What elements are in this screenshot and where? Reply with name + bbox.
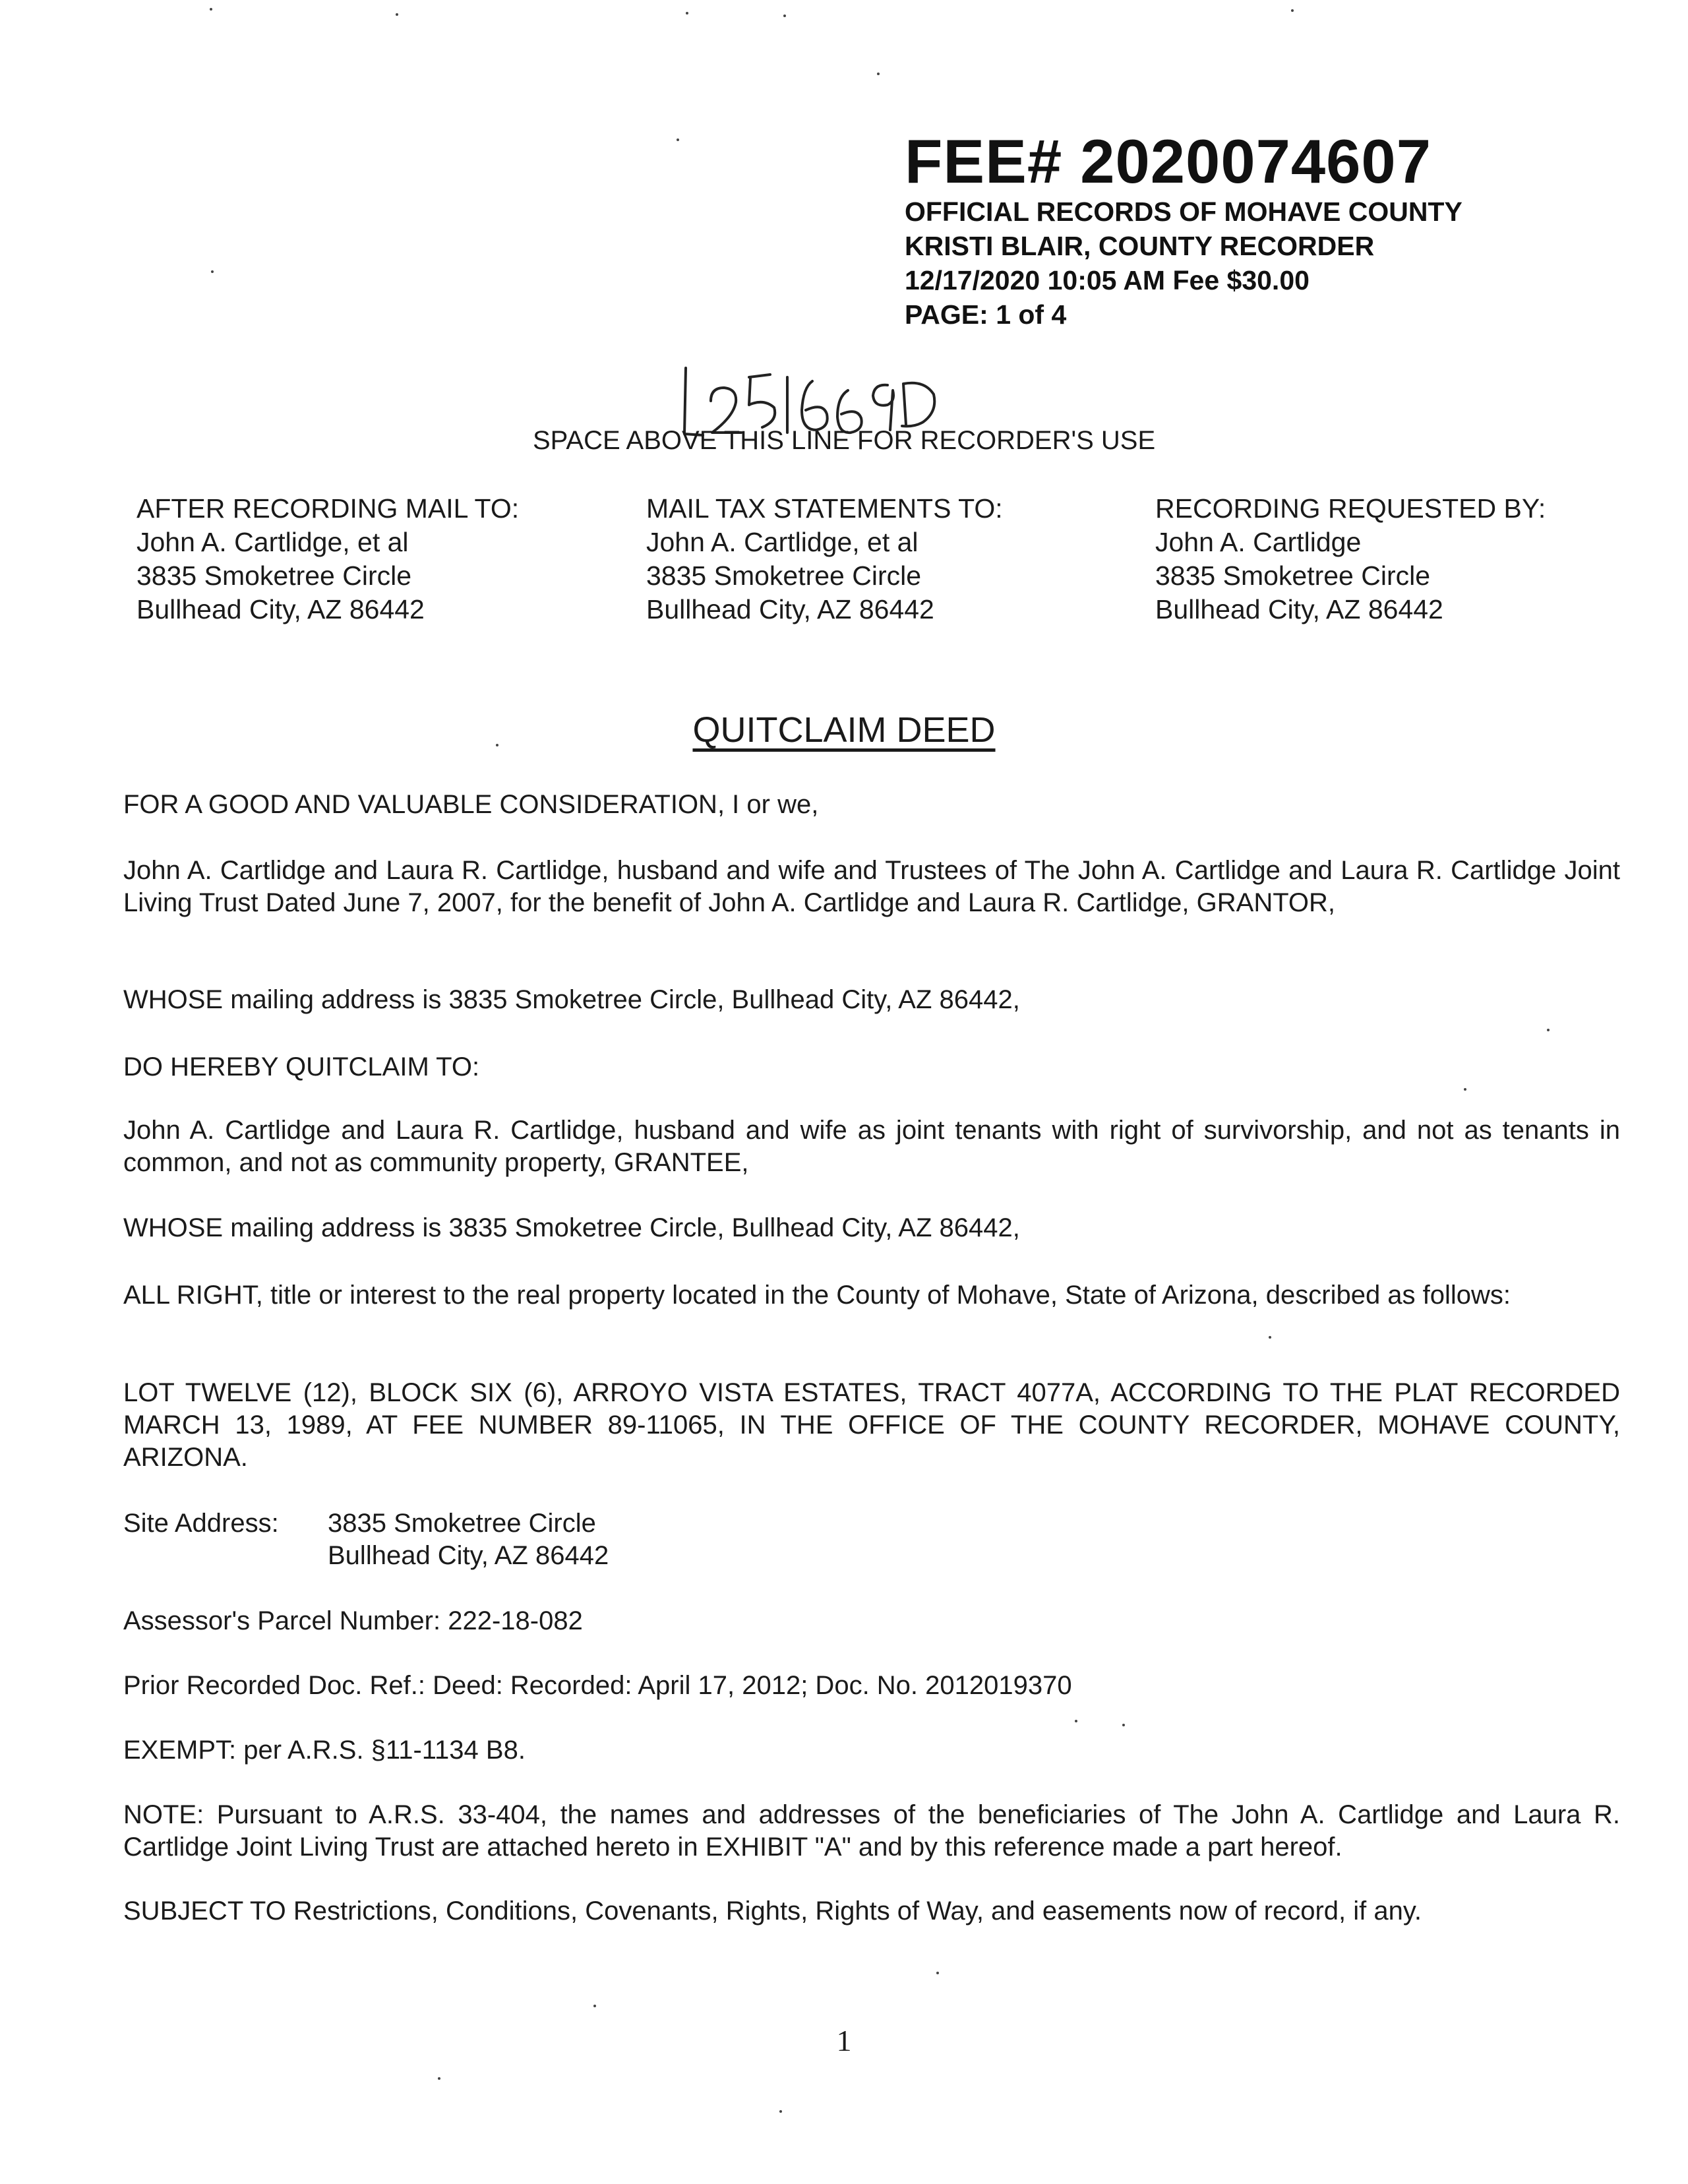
scan-speck: [936, 1972, 939, 1974]
quitclaim-to-clause: DO HEREBY QUITCLAIM TO:: [123, 1052, 480, 1081]
exempt-clause: EXEMPT: per A.R.S. §11-1134 B8.: [123, 1736, 526, 1765]
scan-speck: [677, 138, 679, 141]
scan-speck: [210, 8, 212, 11]
scan-speck: [783, 15, 786, 17]
recorder-use-line: SPACE ABOVE THIS LINE FOR RECORDER'S USE: [533, 426, 1156, 455]
grantor-paragraph: John A. Cartlidge and Laura R. Cartlidge, husband and wife and Trustees of The John A. Cartlidge and Laura R. Cartlidge Joint Living Trust Dated June 7, 2007, for the benefit of John A. Cartlidge and Laura R. Cartlidge, GRANTOR,: [123, 856, 1620, 917]
scan-speck: [396, 13, 398, 16]
scan-speck: [686, 12, 688, 15]
subject-to-clause: SUBJECT TO Restrictions, Conditions, Covenants, Rights, Rights of Way, and easements now of record, if any.: [123, 1896, 1422, 1926]
tax-statements-street: 3835 Smoketree Circle: [646, 561, 922, 591]
scan-speck: [211, 270, 214, 273]
grantee-address: WHOSE mailing address is 3835 Smoketree Circle, Bullhead City, AZ 86442,: [123, 1213, 1020, 1242]
tax-statements-city: Bullhead City, AZ 86442: [646, 594, 934, 624]
consideration-clause: FOR A GOOD AND VALUABLE CONSIDERATION, I or we,: [123, 790, 819, 819]
scan-speck: [1464, 1088, 1466, 1091]
after-recording-block: [136, 492, 519, 626]
tax-statements-heading: MAIL TAX STATEMENTS TO:: [646, 493, 1003, 524]
note-paragraph: NOTE: Pursuant to A.R.S. 33-404, the names and addresses of the beneficiaries of The John A. Cartlidge and Laura R. Cartlidge Joint Living Trust are attached hereto in EXHIBIT "A" and by this reference made a part hereof.: [123, 1800, 1620, 1862]
fee-number: FEE# 2020074607: [905, 127, 1432, 196]
scan-speck: [1075, 1720, 1077, 1722]
scan-speck: [593, 2005, 596, 2007]
tax-statements-block: [646, 492, 1003, 626]
page-number: 1: [836, 2024, 852, 2057]
scan-speck: [438, 2077, 440, 2080]
after-recording-name: John A. Cartlidge, et al: [136, 527, 409, 557]
site-address-city: Bullhead City, AZ 86442: [328, 1541, 609, 1570]
requested-by-street: 3835 Smoketree Circle: [1155, 561, 1431, 591]
scan-speck: [1122, 1724, 1125, 1726]
scan-speck: [496, 744, 498, 746]
site-address-street: 3835 Smoketree Circle: [328, 1509, 596, 1538]
requested-by-block: [1155, 492, 1546, 626]
after-recording-street: 3835 Smoketree Circle: [136, 561, 412, 591]
scan-speck: [877, 73, 880, 75]
scan-speck: [1269, 1336, 1271, 1339]
scan-speck: [1547, 1029, 1550, 1031]
legal-description: LOT TWELVE (12), BLOCK SIX (6), ARROYO VISTA ESTATES, TRACT 4077A, ACCORDING TO THE PLAT RECORDED MARCH 13, 1989, AT FEE NUMBER 89-11065, IN THE OFFICE OF THE COUNTY RECORDER, MOHAVE COUNTY, ARIZONA.: [123, 1378, 1620, 1472]
recording-date-fee: 12/17/2020 10:05 AM Fee $30.00: [905, 264, 1310, 295]
page-count: PAGE: 1 of 4: [905, 299, 1067, 330]
site-address-label: Site Address:: [123, 1509, 279, 1538]
after-recording-city: Bullhead City, AZ 86442: [136, 594, 425, 624]
parcel-number: Assessor's Parcel Number: 222-18-082: [123, 1606, 583, 1635]
after-recording-heading: AFTER RECORDING MAIL TO:: [136, 493, 520, 524]
requested-by-city: Bullhead City, AZ 86442: [1155, 594, 1443, 624]
scan-speck: [779, 2110, 782, 2113]
site-address: [123, 1507, 609, 1572]
document-title: QUITCLAIM DEED: [692, 710, 996, 750]
tax-statements-name: John A. Cartlidge, et al: [646, 527, 919, 557]
all-right-paragraph: ALL RIGHT, title or interest to the real property located in the County of Mohave, State of Arizona, described as follows:: [123, 1281, 1511, 1310]
recorder-office: OFFICIAL RECORDS OF MOHAVE COUNTY: [905, 196, 1462, 227]
county-recorder: KRISTI BLAIR, COUNTY RECORDER: [905, 230, 1375, 261]
grantor-address: WHOSE mailing address is 3835 Smoketree Circle, Bullhead City, AZ 86442,: [123, 985, 1020, 1014]
prior-doc-reference: Prior Recorded Doc. Ref.: Deed: Recorded: April 17, 2012; Doc. No. 2012019370: [123, 1671, 1072, 1700]
requested-by-heading: RECORDING REQUESTED BY:: [1155, 493, 1546, 524]
recorder-stamp: [905, 129, 1462, 332]
requested-by-name: John A. Cartlidge: [1155, 527, 1362, 557]
scan-speck: [1291, 9, 1294, 12]
grantee-paragraph: John A. Cartlidge and Laura R. Cartlidge, husband and wife as joint tenants with right of survivorship, and not as tenants in common, and not as community property, GRANTEE,: [123, 1116, 1620, 1177]
